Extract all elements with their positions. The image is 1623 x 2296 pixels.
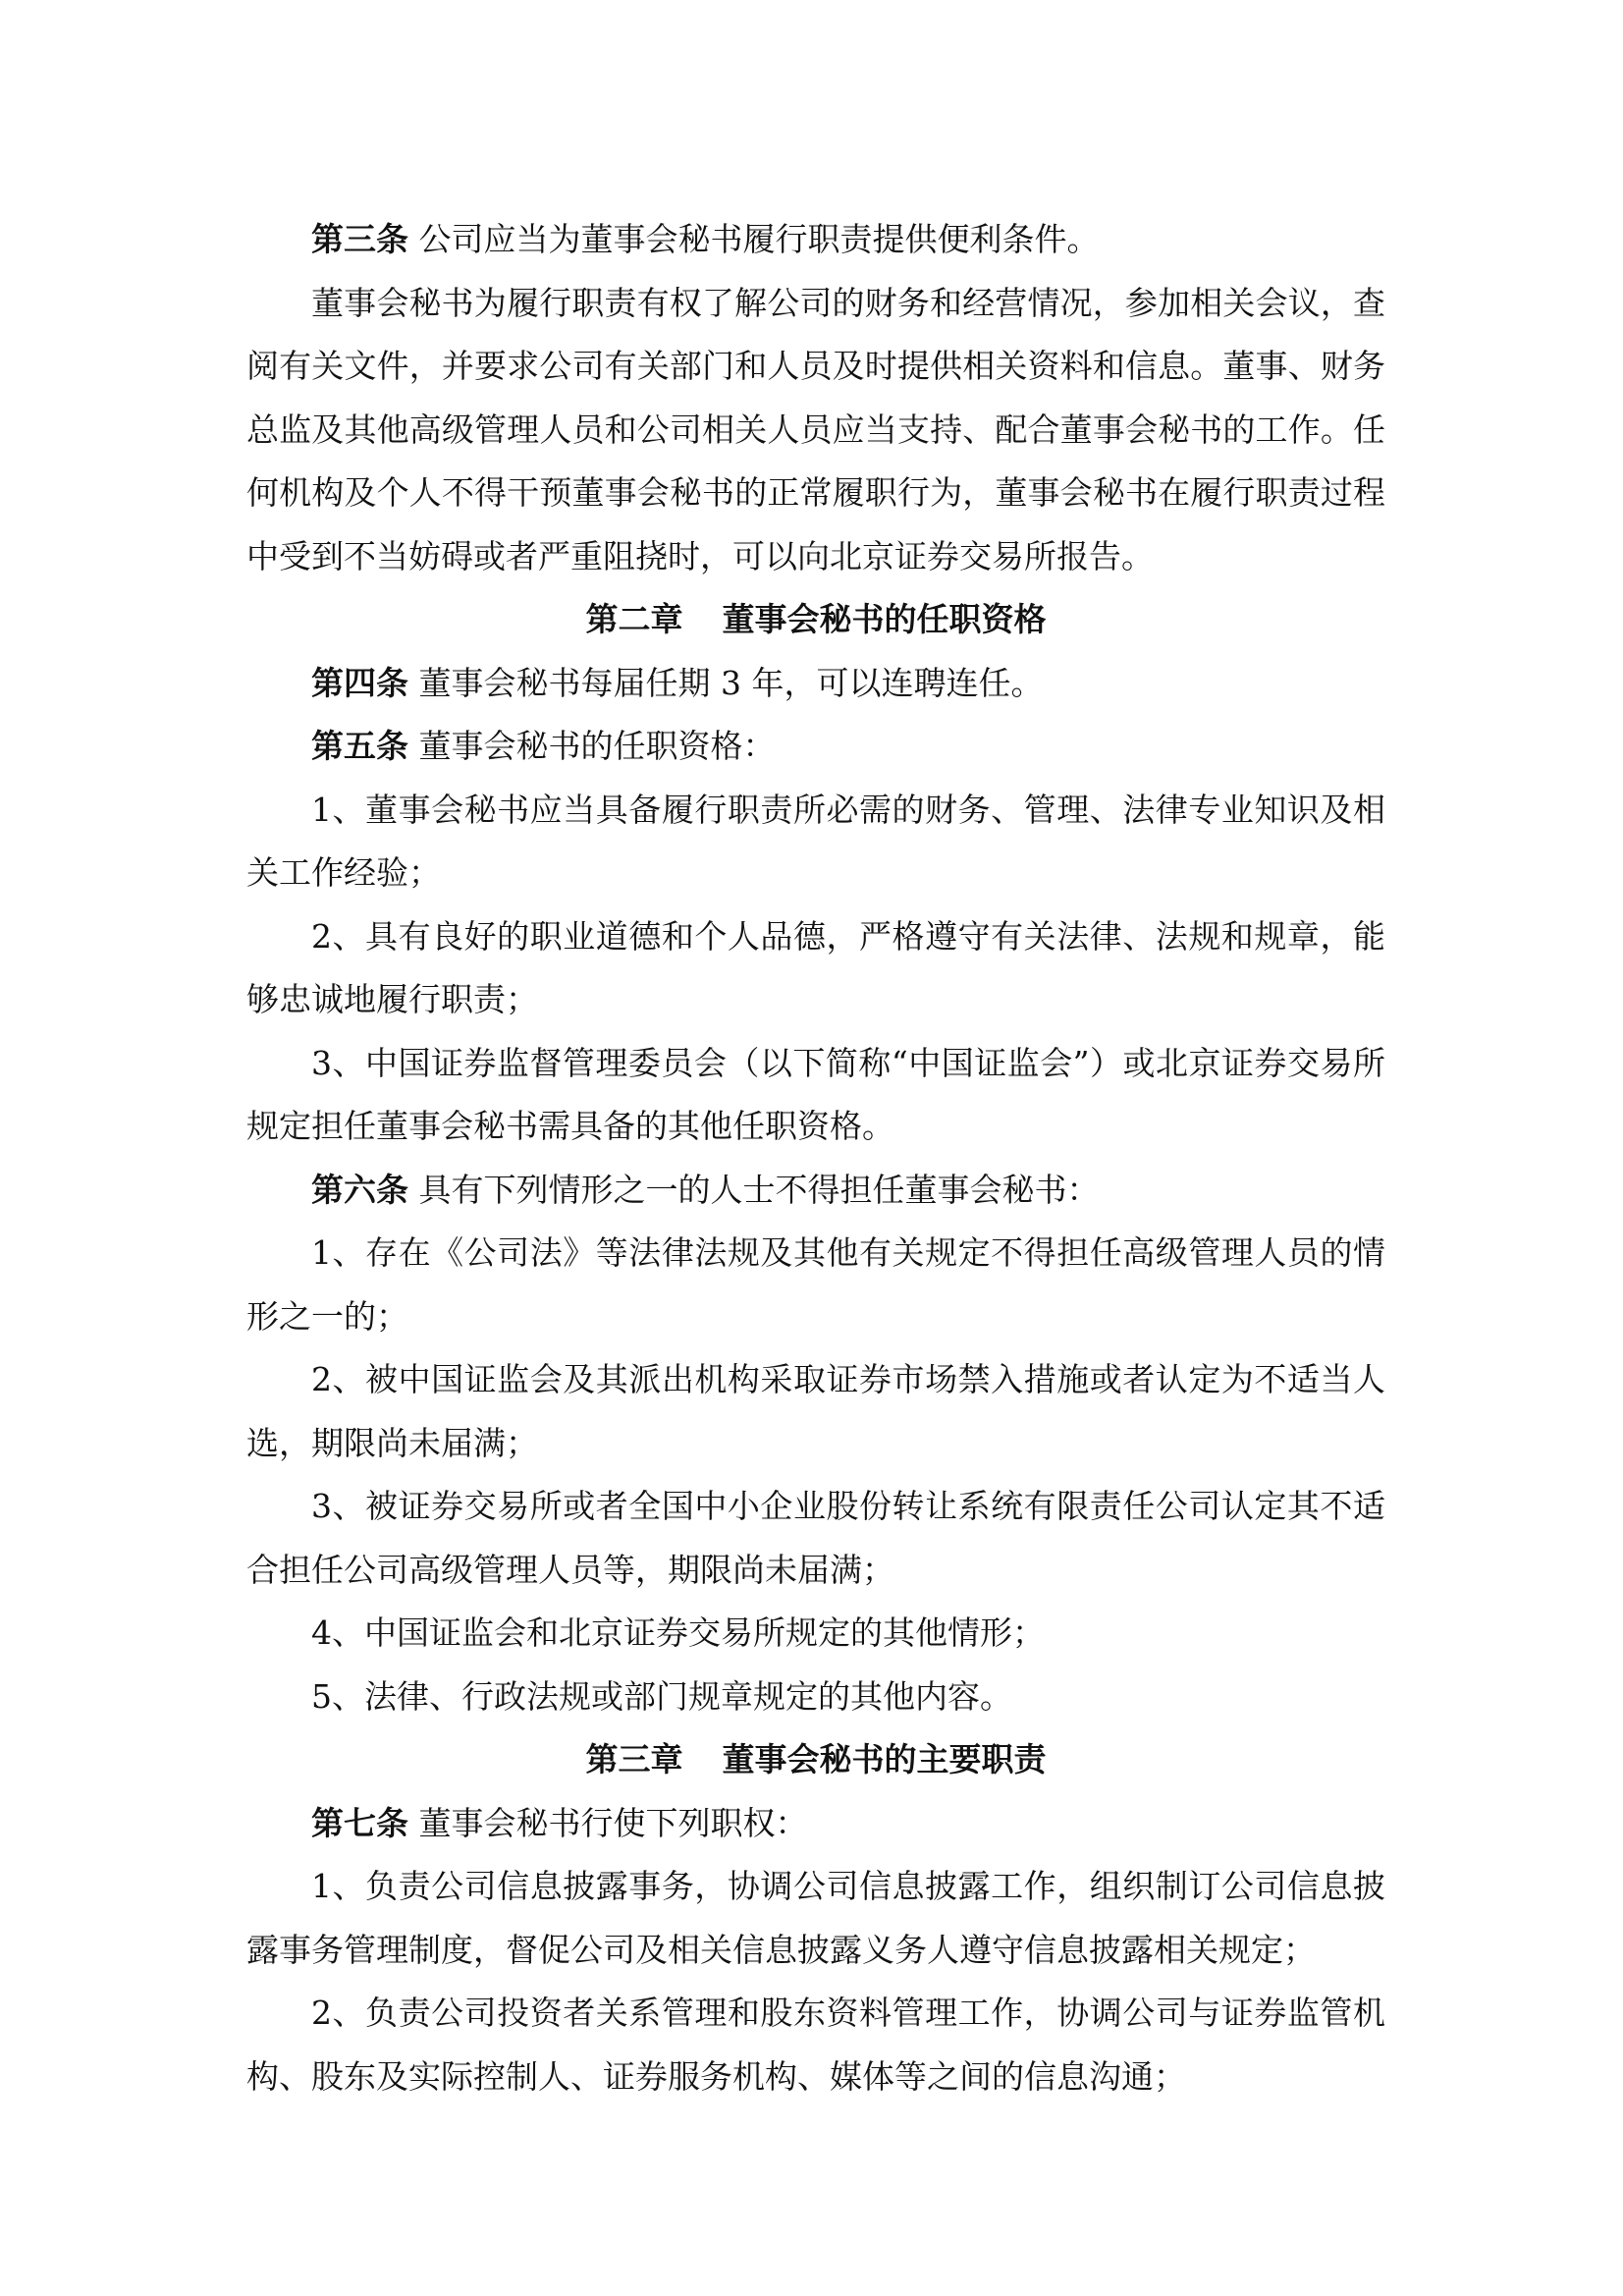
article-5-item: 1、董事会秘书应当具备履行职责所必需的财务、管理、法律专业知识及相关工作经验； [246,790,1385,892]
chapter-3-title: 董事会秘书的主要职责 [722,1740,1047,1778]
article-3-paragraph-2: 董事会秘书为履行职责有权了解公司的财务和经营情况，参加相关会议，查阅有关文件，并要求公司有关部门和人员及时提供相关资料和信息。董事、财务总监及其他高级管理人员和公司相关人员应当支持、配合董事会秘书的工作。任何机构及个人不得干预董事会秘书的正常履职行为，董事会秘书在履行职责过程中受到不当妨碍或者严重阻挠时，可以向北京证券交易所报告。 [246,283,1385,575]
article-6-item: 3、被证券交易所或者全国中小企业股份转让系统有限责任公司认定其不适合担任公司高级管理人员等，期限尚未届满； [246,1487,1385,1589]
article-3-label: 第三条 [311,220,408,258]
article-7-item: 1、负责公司信息披露事务，协调公司信息披露工作，组织制订公司信息披露事务管理制度，督促公司及相关信息披露义务人遵守信息披露相关规定； [246,1867,1385,1969]
article-7 [246,1792,1385,1856]
article-6-item: 4、中国证监会和北京证券交易所规定的其他情形； [311,1613,1045,1652]
article-5-label: 第五条 [311,727,408,765]
article-6-text: 具有下列情形之一的人士不得担任董事会秘书： [408,1170,1100,1209]
chapter-3-heading [246,1728,1385,1792]
article-4 [246,652,1385,716]
article-3-text: 公司应当为董事会秘书履行职责提供便利条件。 [408,220,1100,258]
chapter-3-number: 第三章 [585,1740,683,1778]
article-3 [246,208,1385,272]
article-7-text: 董事会秘书行使下列职权： [408,1803,808,1842]
article-6-item: 2、被中国证监会及其派出机构采取证券市场禁入措施或者认定为不适当人选，期限尚未届满； [246,1360,1385,1462]
chapter-2-title: 董事会秘书的任职资格 [722,600,1047,638]
article-4-text: 董事会秘书每届任期 3 年，可以连聘连任。 [408,663,1044,702]
article-6-item: 5、法律、行政法规或部门规章规定的其他内容。 [311,1676,1012,1716]
article-6-item: 1、存在《公司法》等法律法规及其他有关规定不得担任高级管理人员的情形之一的； [246,1233,1385,1336]
article-7-label: 第七条 [311,1803,408,1842]
article-4-label: 第四条 [311,663,408,702]
article-7-item: 2、负责公司投资者关系管理和股东资料管理工作，协调公司与证券监管机构、股东及实际控制人、证券服务机构、媒体等之间的信息沟通； [246,1994,1385,2096]
article-5-text: 董事会秘书的任职资格： [408,727,776,765]
article-5-item: 2、具有良好的职业道德和个人品德，严格遵守有关法律、法规和规章，能够忠诚地履行职责； [246,916,1385,1018]
article-5 [246,715,1385,779]
article-6 [246,1159,1385,1223]
chapter-2-heading [246,588,1385,652]
document-body [246,208,1385,2108]
chapter-2-number: 第二章 [585,600,683,638]
article-6-label: 第六条 [311,1170,408,1209]
article-5-item: 3、中国证券监督管理委员会（以下简称“中国证监会”）或北京证券交易所规定担任董事会秘书需具备的其他任职资格。 [246,1043,1385,1145]
